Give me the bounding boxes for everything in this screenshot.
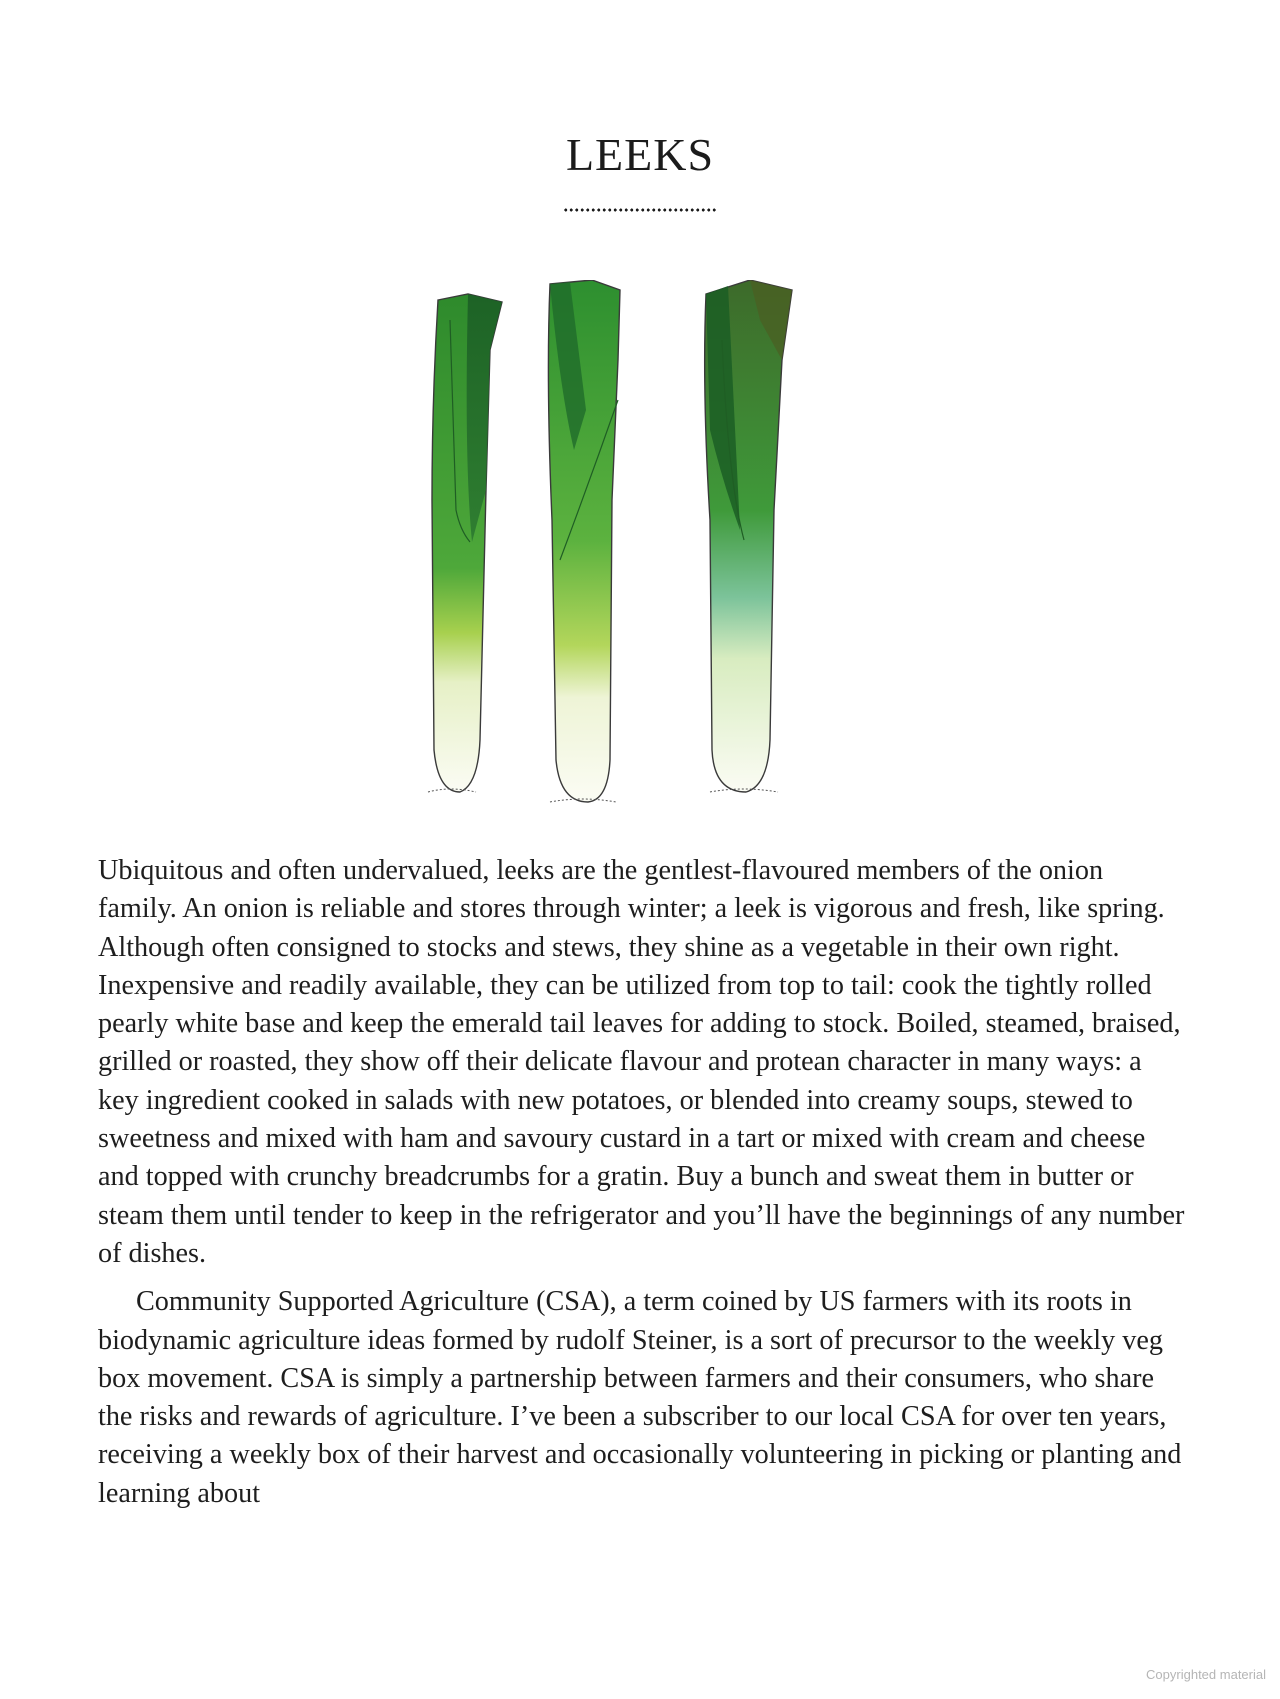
title-dotted-rule [563, 208, 717, 212]
leeks-illustration [410, 280, 880, 820]
leek-middle [548, 280, 620, 802]
body-text [98, 852, 1188, 1523]
leek-left [428, 294, 502, 792]
page-title: LEEKS [565, 129, 715, 180]
copyright-note: Copyrighted material [1146, 1667, 1266, 1682]
paragraph-2: Community Supported Agriculture (CSA), a term coined by US farmers with its roots in biodynamic agriculture ideas formed by rudolf Steiner, is a sort of precursor to the weekly veg box movement. CSA is simply a partnership between farmers and their consumers, who share the risks and rewards of agriculture. I’ve been a subscriber to our local CSA for over ten years, receiving a weekly box of their harvest and occasionally volunteering in picking or planting and learning about [98, 1286, 1182, 1509]
paragraph-1: Ubiquitous and often undervalued, leeks are the gentlest-flavoured members of the onion family. An onion is reliable and stores through winter; a leek is vigorous and fresh, like spring. Although often consigned to stocks and stews, they shine as a vegetable in their own right. Inexpensive and readily available, they can be utilized from top to tail: cook the tightly rolled pearly white base and keep the emerald tail leaves for adding to stock. Boiled, steamed, braised, grilled or roasted, they show off their delicate flavour and protean character in many ways: a key ingredient cooked in salads with new potatoes, or blended into creamy soups, stewed to sweetness and mixed with ham and savoury custard in a tart or mixed with cream and cheese and topped with crunchy breadcrumbs for a gratin. Buy a bunch and sweat them in butter or steam them until tender to keep in the refrigerator and you’ll have the beginnings of any number of dishes. [98, 855, 1185, 1269]
leek-right [705, 280, 792, 792]
